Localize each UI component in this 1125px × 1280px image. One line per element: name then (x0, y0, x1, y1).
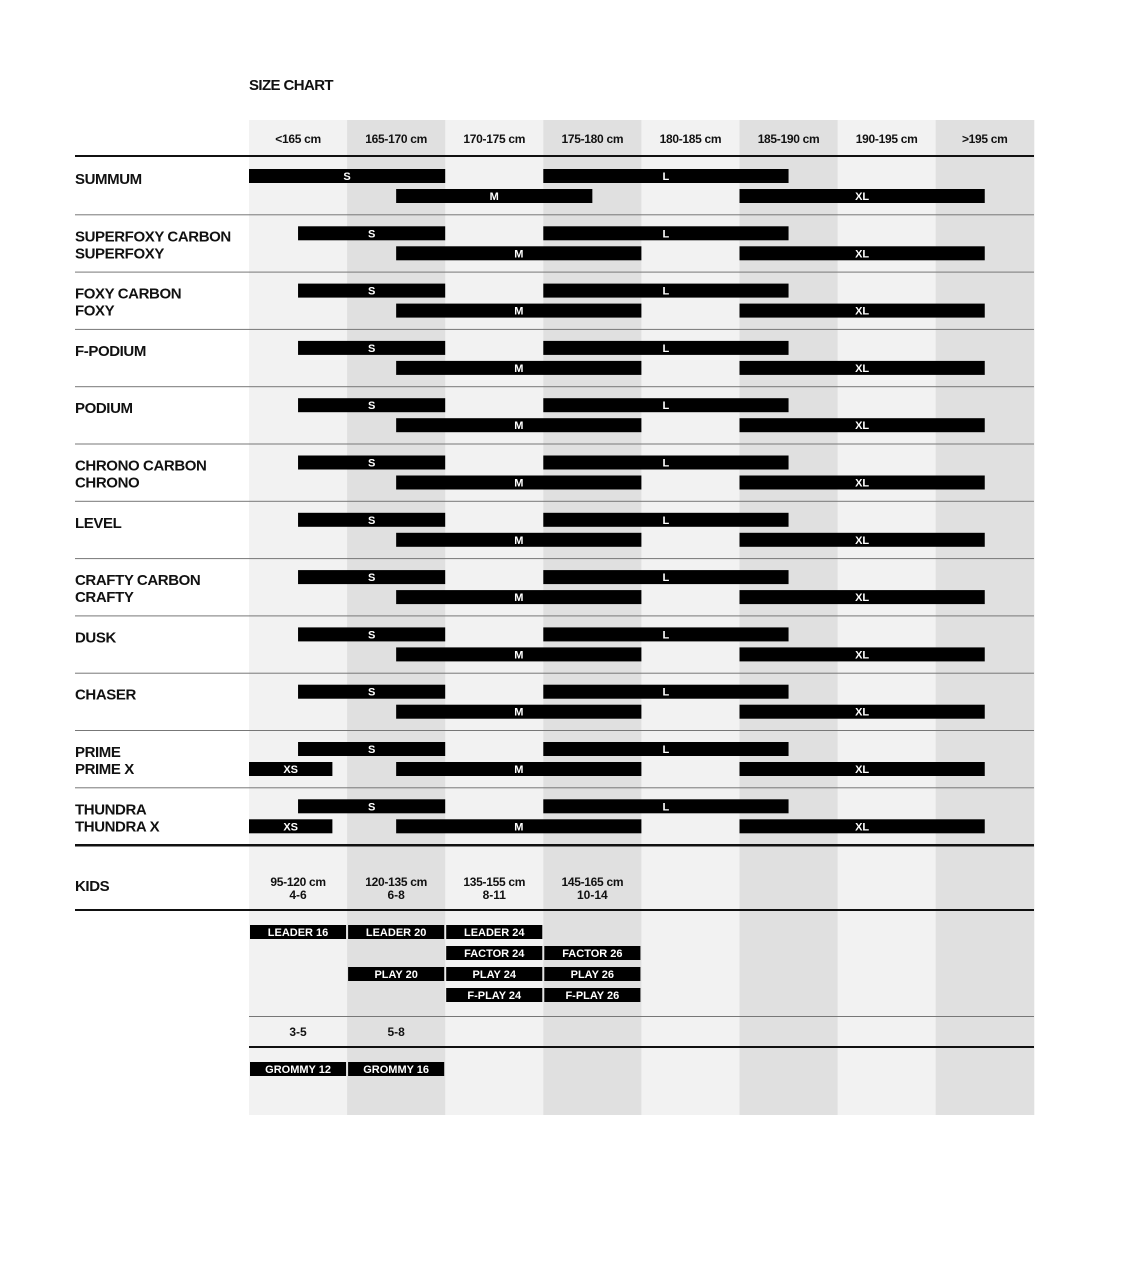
column-band (740, 120, 839, 1115)
row-divider (75, 558, 1034, 559)
row-divider (75, 673, 1034, 674)
row-divider (75, 730, 1034, 731)
column-band (543, 120, 642, 1115)
size-label: XL (855, 534, 870, 547)
size-label: M (514, 649, 524, 662)
column-band (936, 120, 1035, 1115)
kids-divider (249, 1016, 1034, 1017)
size-label: L (662, 801, 670, 814)
kids-bike-label: FACTOR 26 (562, 948, 623, 960)
model-name: CHASER (75, 686, 136, 704)
size-label: M (514, 821, 524, 834)
kids-height-header: 95-120 cm (270, 875, 326, 889)
kids-age-header: 4-6 (289, 888, 307, 902)
header-rule (75, 155, 1034, 157)
column-header: 170-175 cm (463, 132, 526, 146)
size-label: XL (855, 305, 870, 318)
column-band (641, 120, 740, 1115)
model-name: PODIUM (75, 400, 133, 418)
size-label: M (514, 764, 524, 776)
size-label: L (662, 285, 670, 298)
size-label: S (367, 686, 376, 699)
column-band (838, 120, 937, 1115)
size-label: S (367, 572, 376, 585)
kids-bike-label: FACTOR 24 (464, 948, 525, 960)
size-label: M (514, 534, 524, 547)
model-name: SUPERFOXY (75, 245, 164, 263)
column-header: >195 cm (961, 132, 1008, 146)
row-divider (75, 329, 1034, 330)
size-label: S (367, 285, 376, 298)
size-label: S (367, 744, 376, 756)
model-name: SUPERFOXY CARBON (75, 228, 231, 246)
row-divider (75, 501, 1034, 502)
size-label: S (367, 342, 376, 355)
size-label: M (514, 305, 524, 318)
size-label: L (662, 686, 670, 699)
size-label: L (662, 171, 670, 183)
model-name: F-PODIUM (75, 342, 146, 360)
size-label: XL (855, 649, 870, 662)
row-divider (75, 272, 1034, 273)
model-name: CRAFTY CARBON (75, 572, 201, 590)
size-label: L (662, 228, 670, 241)
size-label: L (662, 342, 670, 355)
kids-bike-label: GROMMY 16 (363, 1064, 430, 1076)
column-header: 190-195 cm (855, 132, 918, 146)
kids-age-header: 6-8 (387, 888, 405, 902)
column-band (445, 120, 544, 1115)
kids-height-header: 145-165 cm (561, 875, 624, 889)
kids-bike-label: F-PLAY 26 (565, 990, 620, 1002)
model-name: PRIME X (75, 761, 134, 778)
size-label: XL (855, 764, 870, 776)
row-divider (75, 444, 1034, 445)
kids-title: KIDS (75, 878, 110, 895)
size-label: XL (855, 592, 870, 605)
size-label: S (343, 171, 351, 183)
size-label: S (367, 801, 376, 814)
kids-top-rule (75, 844, 1034, 847)
size-label: XL (855, 248, 870, 261)
size-label: S (367, 400, 376, 413)
size-label: XL (855, 420, 870, 433)
size-label: XL (855, 821, 870, 834)
kids-bike-label: LEADER 20 (365, 927, 427, 939)
size-label: S (367, 228, 376, 241)
size-label: M (514, 420, 524, 433)
size-label: M (514, 477, 524, 490)
size-label: M (514, 248, 524, 261)
kids-age-header: 10-14 (576, 888, 608, 902)
size-label: M (514, 706, 524, 719)
model-name: CHRONO (75, 474, 140, 492)
row-divider (75, 214, 1034, 215)
page-title: SIZE CHART (249, 77, 334, 94)
model-name: FOXY (75, 302, 115, 320)
size-label: XL (855, 362, 870, 375)
kids-height-header: 120-135 cm (365, 875, 428, 889)
row-divider (75, 386, 1034, 387)
model-name: DUSK (75, 629, 116, 647)
kids-bike-label: F-PLAY 24 (467, 990, 522, 1002)
size-label: L (662, 629, 670, 642)
model-name: THUNDRA X (75, 818, 160, 836)
column-header: <165 cm (275, 132, 321, 146)
size-label: L (662, 572, 670, 585)
kids-age-header: 8-11 (482, 888, 506, 902)
size-label: S (367, 629, 376, 642)
column-header: 185-190 cm (757, 132, 820, 146)
kids-rule (75, 909, 1034, 911)
column-band (249, 120, 351, 1115)
size-label: S (367, 457, 376, 470)
model-name: CHRONO CARBON (75, 457, 207, 475)
row-divider (75, 787, 1034, 788)
size-label: XL (855, 706, 870, 719)
size-label: S (367, 514, 376, 527)
size-label: M (489, 191, 499, 203)
model-name: SUMMUM (75, 171, 142, 188)
size-label: L (662, 457, 670, 470)
size-label: L (662, 744, 670, 756)
kids-bike-label: GROMMY 12 (265, 1064, 331, 1076)
model-name: PRIME (75, 744, 121, 761)
column-band (347, 120, 446, 1115)
size-label: M (514, 592, 524, 605)
model-name: THUNDRA (75, 801, 147, 819)
kids-bike-label: LEADER 16 (267, 927, 329, 939)
kids-rule-2 (249, 1046, 1034, 1048)
kids-bike-label: PLAY 26 (570, 969, 615, 981)
size-label: XL (855, 477, 870, 490)
kids-age-label: 5-8 (387, 1025, 405, 1039)
kids-bike-label: PLAY 20 (374, 969, 418, 981)
size-label: L (662, 514, 670, 527)
size-label: XS (283, 764, 299, 776)
model-name: CRAFTY (75, 589, 134, 607)
kids-age-label: 3-5 (289, 1025, 307, 1039)
column-header: 180-185 cm (659, 132, 722, 146)
size-label: XL (855, 191, 870, 203)
size-label: XS (283, 821, 299, 834)
column-header: 165-170 cm (365, 132, 428, 146)
model-name: FOXY CARBON (75, 285, 182, 303)
kids-bike-label: LEADER 24 (463, 927, 525, 939)
size-label: M (514, 362, 524, 375)
model-name: LEVEL (75, 514, 122, 532)
size-label: L (662, 400, 670, 413)
row-divider (75, 615, 1034, 616)
column-header: 175-180 cm (561, 132, 624, 146)
kids-bike-label: PLAY 24 (472, 969, 516, 981)
kids-height-header: 135-155 cm (463, 875, 526, 889)
